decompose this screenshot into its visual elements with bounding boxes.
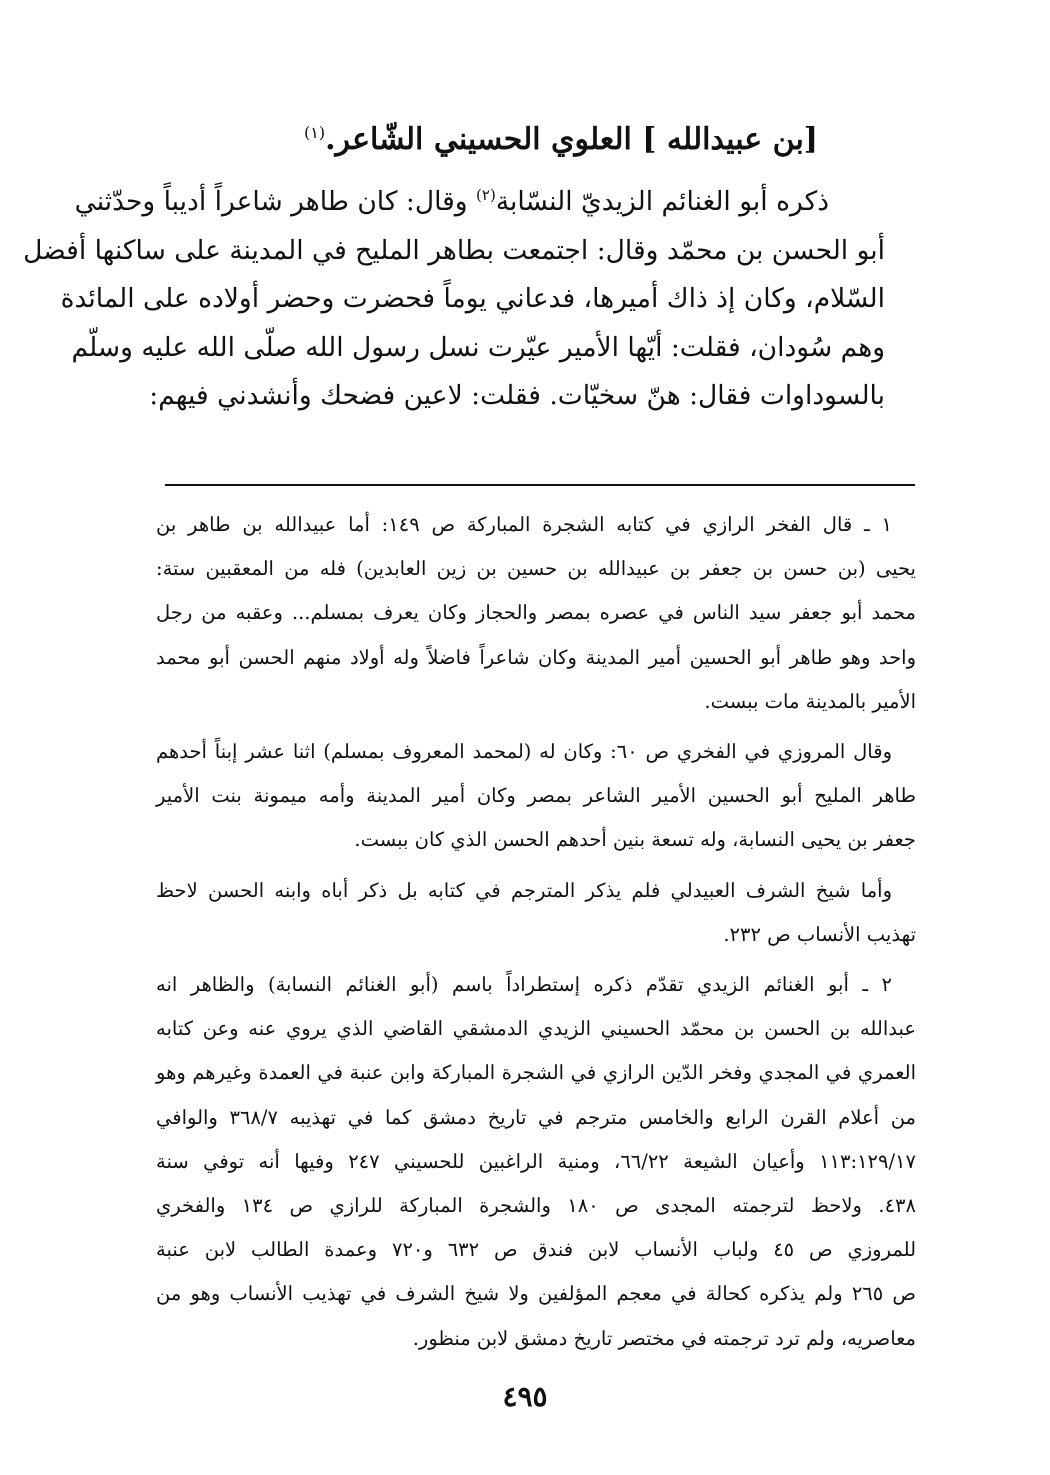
footnote-line: وأما شيخ الشرف العبيدلي فلم يذكر المترجم في كتابه بل ذكر أباه وابنه الحسن لاحظ — [156, 878, 892, 902]
body-line: بالسوداوات فقال: هنّ سخيّات. فقلت: لاعين فضحك وأنشدني فيهم: — [149, 380, 885, 412]
footnote-line: ٤٣٨. ولاحظ لترجمته المجدى ص ١٨٠ والشجرة المباركة للرازي ص ١٣٤ والفخري — [156, 1194, 916, 1218]
footnote-line: عبدالله بن الحسن بن محمّد الحسيني الزيدي الدمشقي القاضي الذي يروي عنه وعن كتابه — [156, 1017, 916, 1041]
page-number: ٤٩٥ — [502, 1380, 548, 1413]
body-line: وهم سُودان، فقلت: أيّها الأمير عيّرت نسل رسول الله صلّى الله عليه وسلّم — [71, 331, 885, 363]
footnote-2 — [156, 963, 916, 1361]
body-line: السّلام، وكان إذ ذاك أميرها، فدعاني يوماً فحضرت وحضر أولاده على المائدة — [60, 283, 885, 315]
footnote-line: للمروزي ص ٤٥ ولباب الأنساب لابن فندق ص ٦٣٢ و٧٢٠ وعمدة الطالب لابن عنبة — [156, 1238, 917, 1262]
footnote-1-continuation — [156, 730, 916, 863]
footnote-line: جعفر بن يحيى النسابة، وله تسعة بنين أحدهم الحسن الذي كان ببست. — [354, 828, 916, 852]
footnote-line: محمد أبو جعفر سيد الناس في عصره بمصر والحجاز وكان يعرف بمسلم... وعقبه من رجل — [156, 601, 916, 625]
footnote-line: ص ٢٦٥ ولم يذكره كحالة في معجم المؤلفين ولا شيخ الشرف في تهذيب الأنساب وهو من — [156, 1282, 916, 1306]
body-paragraph — [23, 178, 885, 421]
footnote-line: من أعلام القرن الرابع والخامس مترجم في تاريخ دمشق كما في تهذيبه ٣٦٨/٧ والوافي — [156, 1105, 916, 1129]
footnotes-section — [156, 503, 916, 1367]
footnote-line: معاصريه، ولم ترد ترجمته في مختصر تاريخ دمشق لابن منظور. — [412, 1326, 916, 1350]
footnote-1-continuation — [156, 869, 916, 957]
footnote-line: يحيى (بن حسن بن جعفر بن عبيدالله بن حسين بن زين العابدين) فله من المعقبين ستة: — [156, 557, 916, 581]
footnote-line: وقال المروزي في الفخري ص ٦٠: وكان له (لمحمد المعروف بمسلم) اثنا عشر إبناً أحدهم — [156, 740, 892, 764]
footnote-line: طاهر المليح أبو الحسين الأمير الشاعر بمصر وكان أمير المدينة وأمه ميمونة بنت الأمير — [156, 784, 916, 808]
footnote-ref-1: (١) — [304, 123, 326, 142]
footnote-1 — [156, 503, 916, 724]
entry-heading — [218, 118, 818, 162]
footnote-separator — [165, 484, 915, 486]
footnote-line: الأمير بالمدينة مات ببست. — [704, 689, 916, 713]
body-line-start: ذكره أبو الغنائم الزيديّ النسّابة — [495, 186, 829, 217]
footnote-line: ٢ ـ أبو الغنائم الزيدي تقدّم ذكره إستطراداً باسم (أبو الغنائم النسابة) والظاهر انه — [156, 973, 892, 997]
body-line-end: وقال: كان طاهر شاعراً أديباً وحدّثني — [74, 186, 477, 217]
footnote-line: العمري في المجدي وفخر الدّين الرازي في الشجرة المباركة وابن عنبة في العمدة وغيرهم وهو — [156, 1061, 916, 1085]
footnote-line: ١ ـ قال الفخر الرازي في كتابه الشجرة المباركة ص ١٤٩: أما عبيدالله بن طاهر بن — [156, 513, 892, 536]
footnote-line: ١١٣:١٢٩/١٧ وأعيان الشيعة ٦٦/٢٢، ومنية الراغبين للحسيني ٢٤٧ وفيها أنه توفي سنة — [156, 1149, 917, 1173]
footnote-line: تهذيب الأنساب ص ٢٣٢. — [723, 922, 916, 946]
entry-heading-text: [بن عبيدالله ] العلوي الحسيني الشّاعر. — [325, 122, 818, 157]
footnote-line: واحد وهو طاهر أبو الحسين أمير المدينة وكان شاعراً فاضلاً وله أولاد منهم الحسن أبو محمد — [156, 645, 916, 669]
footnote-ref-2: (٢) — [476, 186, 496, 205]
body-line: أبو الحسن بن محمّد وقال: اجتمعت بطاهر المليح في المدينة على ساكنها أفضل — [23, 234, 885, 266]
body-line — [74, 178, 885, 227]
